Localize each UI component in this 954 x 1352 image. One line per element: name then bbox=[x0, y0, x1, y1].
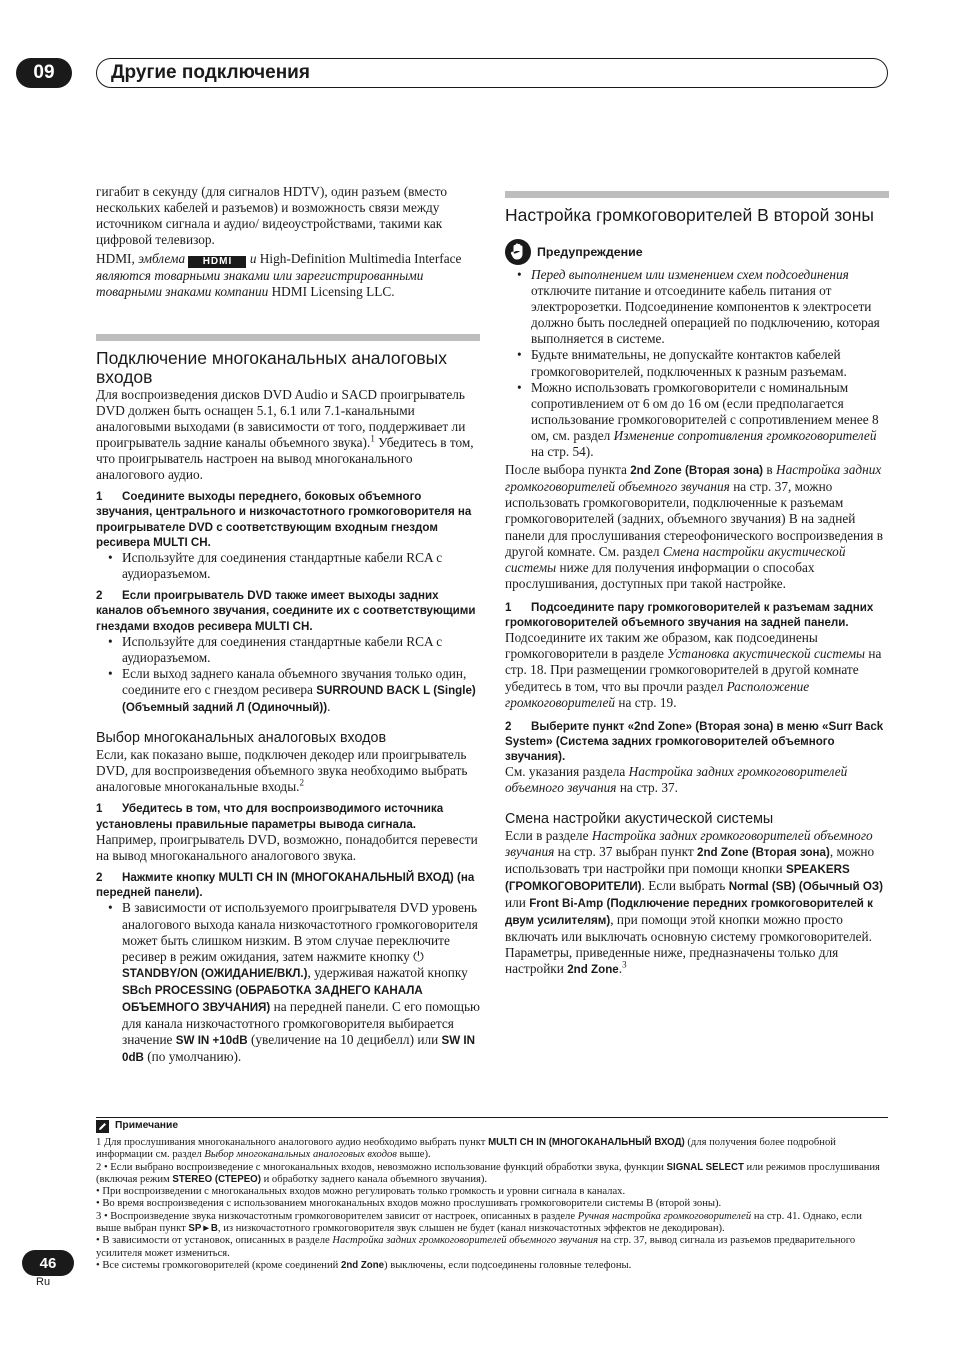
second-zone-paragraph bbox=[505, 462, 889, 592]
chapter-title-text: Другие подключения bbox=[111, 62, 310, 83]
sub-step-1 bbox=[96, 801, 480, 831]
notes-title: Примечание bbox=[115, 1120, 179, 1132]
step-1-bullets bbox=[96, 550, 480, 582]
body-italic: Настройка задних громкоговорителей объемного звучания bbox=[505, 764, 848, 796]
note-text: (для получения более подробной информации см. раздел bbox=[96, 1137, 836, 1161]
bullet-text: (увеличение на 10 децибелл) или bbox=[250, 1032, 439, 1048]
notes-section bbox=[96, 1120, 888, 1272]
subsection-title-select-inputs: Выбор многоканальных аналоговых входов bbox=[96, 730, 387, 747]
bullet-text: Если выход заднего канала объемного звучания только один, соедините его с гнездом ресивера bbox=[122, 665, 467, 698]
step-2-text: Если проигрыватель DVD также имеет выходы задних каналов объемного звучания, соедините их с соответствующими гнездами входов ресивера MULTI CH. bbox=[96, 589, 476, 633]
para-text: После выбора пункта bbox=[505, 462, 627, 478]
section-title-multichannel: Подключение многоканальных аналоговых входов bbox=[96, 347, 447, 387]
right-step-1-number: 1 bbox=[505, 600, 512, 614]
footnote-ref-3: 3 bbox=[622, 959, 627, 970]
para-link-italic: Смена настройки акустической системы bbox=[505, 543, 846, 575]
bullet-text: на передней панели. С его помощью для канала низкочастотного громкоговорителя выбирается значение bbox=[122, 999, 480, 1048]
subsection-select-text bbox=[96, 747, 480, 795]
warning-1-italic: Перед выполнением или изменением схем подсоединения bbox=[531, 267, 849, 282]
sub-step-2-text: Нажмите кнопку MULTI CH IN (МНОГОКАНАЛЬНЫЙ ВХОД) (на передней панели). bbox=[96, 871, 475, 900]
hdmi-company: HDMI Licensing LLC. bbox=[271, 284, 395, 300]
speakers-label: SPEAKERS (ГРОМКОГОВОРИТЕЛИ) bbox=[505, 862, 850, 893]
note-bold: 2nd Zone bbox=[340, 1259, 385, 1271]
footnote-ref-1: 1 bbox=[370, 433, 375, 444]
sw-in-0db-label: SW IN 0dB bbox=[122, 1034, 476, 1065]
sub-step-1-body: Например, проигрыватель DVD, возможно, понадобится перевести на вывод многоканального аналогового звука. bbox=[96, 831, 478, 863]
body-text: . bbox=[618, 961, 623, 977]
note-text: или режимов прослушивания (включая режим bbox=[96, 1161, 880, 1185]
warning-header bbox=[505, 239, 889, 265]
bullet-text: В зависимости от используемого проигрывателя DVD уровень аналогового выхода канала низкочастотного громкоговорителя может быть слишком низким. В этом случае переключите ресивер в режим ожидания, затем нажмите кнопку bbox=[122, 900, 478, 964]
note-italic: Выбор многоканальных аналоговых входов bbox=[204, 1149, 397, 1161]
bullet-end: . bbox=[327, 699, 331, 715]
chapter-number-badge: 09 bbox=[16, 58, 72, 88]
standby-on-label: STANDBY/ON (ОЖИДАНИЕ/ВКЛ.) bbox=[122, 966, 308, 980]
list-item: • Используйте для соединения стандартные кабели RCA с аудиоразъемом. bbox=[96, 550, 480, 582]
sbch-processing-label: SBch PROCESSING (ОБРАБОТКА ЗАДНЕГО КАНАЛА ОБЪЕМНОГО ЗВУЧАНИЯ) bbox=[122, 983, 423, 1015]
hdmi-and: и bbox=[249, 251, 257, 267]
note-text: • Все системы громкоговорителей (кроме соединений bbox=[96, 1259, 339, 1271]
right-step-2 bbox=[505, 719, 889, 765]
note-3-b bbox=[96, 1235, 888, 1260]
note-text: на стр. 41. Однако, если выше выбран пункт bbox=[96, 1210, 862, 1235]
note-bold: STEREO (СТЕРЕО) bbox=[172, 1173, 261, 1185]
speaker-change-paragraph bbox=[505, 828, 889, 979]
power-icon: ⏻ bbox=[413, 948, 424, 964]
warning-3-text: Можно использовать громкоговорители с номинальным сопротивлением от 6 ом до 16 ом (если предполагается использование громкоговорителей с сопротивлением менее 8 ом, см. раздел bbox=[531, 379, 879, 443]
section-divider-bar bbox=[96, 334, 480, 341]
hdmi-trademark-text: являются товарными знаками или зарегистрированными товарными знаками компании bbox=[96, 268, 424, 300]
warning-list bbox=[505, 267, 889, 460]
right-step-2-body bbox=[505, 764, 889, 796]
subsection-title-speaker-change: Смена настройки акустической системы bbox=[505, 810, 774, 827]
note-2 bbox=[96, 1162, 888, 1187]
step-2 bbox=[96, 588, 480, 634]
note-text: и обработку заднего канала объемного звучания). bbox=[263, 1173, 488, 1185]
body-text: См. указания раздела bbox=[505, 764, 626, 780]
note-bold: SP►B bbox=[188, 1223, 218, 1235]
para-text: на стр. 37, можно использовать громкоговорители, подключенные к разъемам громкоговорителей (задних, объемного звучания) В на задней панели для прослушивания стереофонического воспроизведения в другой комнате. См. раздел bbox=[505, 479, 883, 559]
chapter-title bbox=[96, 58, 888, 88]
footnote-ref-2: 2 bbox=[299, 777, 304, 788]
page-number-badge: 46 bbox=[22, 1250, 74, 1276]
subsection-select-text-a: Если, как показано выше, подключен декодер или проигрыватель DVD, для воспроизведения объемного звука необходимо выбрать аналоговые многоканальные входы. bbox=[96, 747, 468, 795]
bullet-text: , удерживая нажатой кнопку bbox=[307, 964, 468, 980]
second-zone-label: 2nd Zone (Вторая зона) bbox=[697, 845, 830, 859]
body-text: на стр. 37. bbox=[619, 780, 678, 796]
hdmi-emblem-word: эмблема bbox=[138, 251, 186, 267]
section-multichannel-text bbox=[96, 387, 480, 484]
note-text: выше). bbox=[399, 1149, 431, 1161]
warning-3-italic: Изменение сопротивления громкоговорителей bbox=[613, 427, 877, 443]
step-1 bbox=[96, 489, 480, 550]
front-bi-amp-label: Front Bi-Amp (Подключение передних громкоговорителей к двум усилителям) bbox=[505, 896, 873, 928]
section-multichannel-text-a: Для воспроизведения дисков DVD Audio и SACD проигрыватель DVD должен быть оснащен 5.1, 6.1 или 7.1-канальными аналоговыми выходами (в зависимости от того, поддерживает ли проигрыватель задние каналы объемного звука). bbox=[96, 386, 466, 450]
sub-step-1-text: Убедитесь в том, что для воспроизводимого источника установлены правильные параметры вывода сигнала. bbox=[96, 802, 444, 831]
sw-in-10db-label: SW IN +10dB bbox=[175, 1034, 248, 1048]
note-italic: Настройка задних громкоговорителей объемного звучания bbox=[332, 1235, 599, 1247]
body-italic: Расположение громкоговорителей bbox=[505, 678, 810, 710]
sub-step-2 bbox=[96, 870, 480, 900]
para-link-italic: Настройка задних громкоговорителей объемного звучания bbox=[505, 462, 882, 495]
note-pencil-icon bbox=[96, 1120, 109, 1133]
right-step-2-text: Выберите пункт «2nd Zone» (Вторая зона) в меню «Surr Back System» (Система задних громкоговорителей объемного звучания). bbox=[505, 719, 884, 764]
warning-title: Предупреждение bbox=[537, 244, 643, 259]
section-multichannel-text-b: Убедитесь в том, что проигрыватель настроен на вывод многоканального аналогового аудио. bbox=[96, 434, 474, 483]
para-text: ниже для получения информации о способах прослушивания, доступных при такой настройке. bbox=[505, 559, 815, 591]
bullet-text: (по умолчанию). bbox=[147, 1049, 242, 1065]
hdmi-intro-paragraph: гигабит в секунду (для сигналов HDTV), один разъем (вместо нескольких кабелей и разъемов) и возможность связи между источником сигнала и аудио/ видеоустройствами, такими как цифровой телевизор. bbox=[96, 184, 448, 248]
warning-hand-icon bbox=[505, 239, 531, 265]
hdmi-logo-icon: HDMI bbox=[188, 256, 246, 268]
right-step-1-body bbox=[505, 630, 889, 710]
note-text: • В зависимости от установок, описанных в разделе bbox=[96, 1235, 330, 1247]
list-item bbox=[96, 900, 480, 1066]
hdmi-trademark-paragraph bbox=[96, 251, 480, 300]
body-text: Если в разделе bbox=[505, 827, 589, 843]
notes-divider bbox=[96, 1117, 888, 1118]
body-text: на стр. 19. bbox=[618, 694, 677, 710]
right-step-2-number: 2 bbox=[505, 719, 512, 733]
note-2-c: • Во время воспроизведения с использованием многоканальных входов можно прослушивать громкоговорители системы В (второй зоны). bbox=[96, 1198, 722, 1210]
para-text: в bbox=[766, 462, 773, 478]
note-text: на стр. 37, вывод сигнала из разъемов предварительного усилителя может измениться. bbox=[96, 1235, 856, 1259]
list-item bbox=[505, 267, 889, 347]
warning-1-text: отключите питание и отсоедините кабель питания от электророзетки. Подсоединение компонентов к электросети должно быть последней операцией по подключению, которая выполняется в системе. bbox=[531, 283, 880, 347]
body-text: на стр. 18. При размещении громкоговорителей в другой комнате убедитесь в том, что вы прочли раздел bbox=[505, 646, 882, 694]
body-italic: Установка акустической системы bbox=[667, 646, 866, 662]
surround-back-label: SURROUND BACK L (Single) (Объемный задний Л (Одиночный)) bbox=[122, 684, 476, 715]
left-column bbox=[96, 184, 480, 1066]
right-column bbox=[505, 191, 889, 978]
section-title-second-zone: Настройка громкоговорителей В второй зоны bbox=[505, 205, 875, 225]
right-step-1 bbox=[505, 600, 889, 630]
sub-step-2-bullets bbox=[96, 900, 480, 1066]
note-text: 1 Для прослушивания многоканального аналогового аудио необходимо выбрать пункт bbox=[96, 1137, 486, 1148]
note-2-b: • При воспроизведении с многоканальных входов можно регулировать только громкость и уровни сигнала в каналах. bbox=[96, 1186, 626, 1198]
body-text: , при помощи этой кнопки можно просто включать или выключать основную систему громкоговорителей. Параметры, приведенные ниже, предназначены только для настройки bbox=[505, 912, 872, 977]
note-bold: SIGNAL SELECT bbox=[666, 1161, 744, 1173]
step-1-number: 1 bbox=[96, 490, 103, 504]
note-text: 3 • Воспроизведение звука низкочастотным громкоговорителем зависит от настроек, описанных в разделе bbox=[96, 1210, 576, 1222]
step-1-text: Соедините выходы переднего, боковых объемного звучания, центрального и низкочастотного громкоговорителя на проигрывателе DVD с соответствующим входным гнездом ресивера MULTI CH. bbox=[96, 490, 472, 549]
language-label: Ru bbox=[36, 1276, 51, 1288]
notes-header bbox=[96, 1120, 888, 1133]
sub-step-1-number: 1 bbox=[96, 802, 103, 816]
note-italic: Ручная настройка громкоговорителей bbox=[577, 1210, 752, 1222]
right-step-1-text: Подсоедините пару громкоговорителей к разъемам задних громкоговорителей объемного звучания на задней панели. bbox=[505, 600, 874, 630]
note-1 bbox=[96, 1137, 888, 1162]
list-item: • Используйте для соединения стандартные кабели RCA с аудиоразъемом. bbox=[96, 634, 480, 666]
sub-step-2-number: 2 bbox=[96, 871, 103, 885]
body-text: . Если выбрать bbox=[641, 877, 726, 893]
note-3-c bbox=[96, 1260, 888, 1272]
body-text: на стр. 37 выбран пункт bbox=[557, 843, 694, 859]
second-zone-label: 2nd Zone bbox=[567, 963, 619, 977]
note-3 bbox=[96, 1211, 888, 1236]
second-zone-label: 2nd Zone (Вторая зона) bbox=[630, 464, 764, 478]
body-text: Подсоедините их таким же образом, как подсоединены громкоговорители в разделе bbox=[505, 630, 818, 662]
note-bold: MULTI CH IN (МНОГОКАНАЛЬНЫЙ ВХОД) bbox=[488, 1137, 685, 1148]
note-text: 2 • Если выбрано воспроизведение с многоканальных входов, невозможно использование функций обработки звука, функции bbox=[96, 1161, 664, 1173]
list-item bbox=[96, 666, 480, 716]
note-text: ) выключены, если подсоединены головные телефоны. bbox=[384, 1259, 632, 1271]
body-text: , можно использовать три настройки при помощи кнопки bbox=[505, 843, 875, 876]
step-2-bullets bbox=[96, 634, 480, 716]
step-2-number: 2 bbox=[96, 589, 103, 603]
list-item bbox=[505, 380, 889, 460]
note-text: , из низкочастотного громкоговорителя звук слышен не будет (канал низкочастотных эффектов не декодирован). bbox=[217, 1223, 725, 1235]
body-italic: Настройка задних громкоговорителей объемного звучания bbox=[505, 827, 873, 859]
body-text: или bbox=[505, 894, 526, 910]
section-divider-bar bbox=[505, 191, 889, 198]
list-item: • Будьте внимательны, не допускайте контактов кабелей громкоговорителей, подключенных к разным разъемам. bbox=[505, 347, 889, 379]
hdmi-prefix: HDMI, bbox=[96, 251, 135, 267]
warning-3-end: на стр. 54). bbox=[531, 444, 594, 460]
normal-sb-label: Normal (SB) (Обычный ОЗ) bbox=[728, 879, 883, 893]
hdmi-name: High-Definition Multimedia Interface bbox=[259, 251, 462, 267]
